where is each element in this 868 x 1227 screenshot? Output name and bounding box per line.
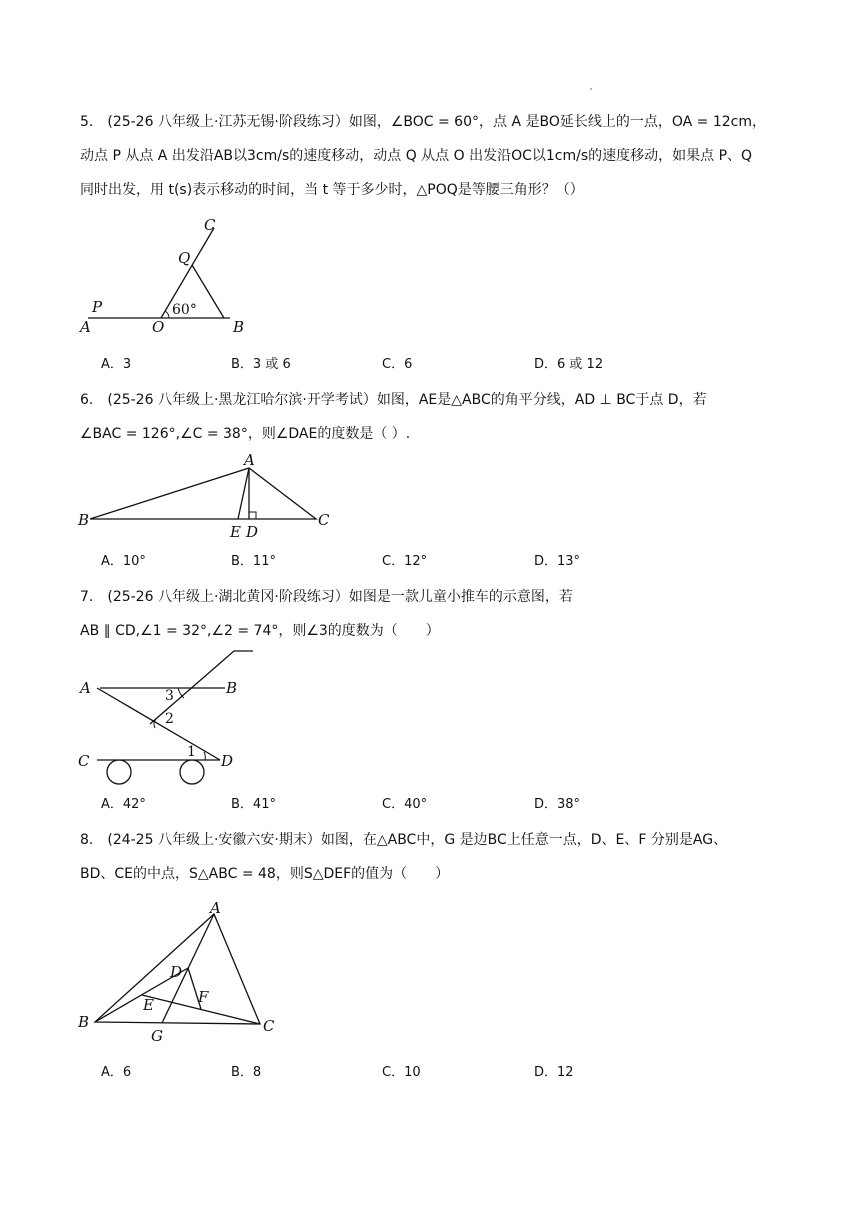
- q6-line-1: 6. (25-26 八年级上·黑龙江哈尔滨·开学考试）如图，AE是△ABC的角平分线，AD ⊥ BC于点 D，若: [80, 392, 707, 408]
- q6-option-b[interactable]: B．11°: [231, 554, 276, 569]
- q6-line-2: ∠BAC = 126°,∠C = 38°，则∠DAE的度数是（ ）.: [80, 426, 411, 442]
- q7-option-a[interactable]: A．42°: [101, 797, 146, 812]
- q5-option-a[interactable]: A．3: [101, 357, 132, 372]
- q5-label-c: C: [204, 216, 216, 234]
- q8-label-b: B: [78, 1013, 90, 1031]
- q5-label-a: A: [80, 318, 91, 336]
- q7-line-2: AB ∥ CD,∠1 = 32°,∠2 = 74°，则∠3的度数为（ ）: [80, 623, 440, 639]
- q5-option-c[interactable]: C．6: [382, 357, 413, 372]
- q7-label-angle-2: 2: [165, 711, 174, 727]
- q6-label-c: C: [318, 511, 330, 529]
- q7-label-d: D: [221, 752, 234, 770]
- q7-label-a: A: [80, 679, 91, 697]
- q5-line-1: 5. (25-26 八年级上·江苏无锡·阶段练习）如图，∠BOC = 60°，点 A 是BO延长线上的一点，OA = 12cm，: [80, 114, 766, 130]
- q8-label-f: F: [198, 988, 209, 1006]
- q7-label-c: C: [78, 752, 90, 770]
- q6-label-b: B: [78, 511, 90, 529]
- q8-label-e: E: [143, 996, 154, 1014]
- q8-label-g: G: [151, 1027, 163, 1045]
- q8-label-a: A: [210, 899, 221, 917]
- q8-option-c[interactable]: C．10: [382, 1065, 421, 1080]
- q7-option-d[interactable]: D．38°: [534, 797, 581, 812]
- q5-line-3: 同时出发，用 t(s)表示移动的时间，当 t 等于多少时，△POQ是等腰三角形？（）: [80, 182, 584, 198]
- q6-option-c[interactable]: C．12°: [382, 554, 428, 569]
- q8-option-a[interactable]: A．6: [101, 1065, 132, 1080]
- q7-label-b: B: [226, 679, 238, 697]
- q8-option-b[interactable]: B．8: [231, 1065, 262, 1080]
- q8-line-2: BD、CE的中点，S△ABC = 48，则S△DEF的值为（ ）: [80, 866, 450, 882]
- q7-option-c[interactable]: C．40°: [382, 797, 428, 812]
- q8-line-1: 8. (24-25 八年级上·安徽六安·期末）如图，在△ABC中，G 是边BC上任意一点，D、E、F 分别是AG、: [80, 832, 728, 848]
- q6-option-d[interactable]: D．13°: [534, 554, 581, 569]
- q7-label-angle-3: 3: [165, 688, 174, 704]
- q5-label-angle: 60°: [172, 302, 197, 318]
- q6-option-a[interactable]: A．10°: [101, 554, 146, 569]
- q8-label-c: C: [263, 1017, 275, 1035]
- q5-option-d[interactable]: D．6 或 12: [534, 357, 604, 372]
- q5-label-b: B: [233, 318, 245, 336]
- q6-label-e: E: [230, 523, 241, 541]
- q5-label-p: P: [92, 298, 103, 316]
- q5-label-o: O: [152, 318, 165, 336]
- q8-label-d: D: [170, 963, 183, 981]
- q8-option-d[interactable]: D．12: [534, 1065, 574, 1080]
- q7-option-b[interactable]: B．41°: [231, 797, 276, 812]
- q5-line-2: 动点 P 从点 A 出发沿AB以3cm/s的速度移动，动点 Q 从点 O 出发沿OC以1cm/s的速度移动，如果点 P、Q: [80, 148, 753, 164]
- q5-option-b[interactable]: B．3 或 6: [231, 357, 291, 372]
- q6-label-a: A: [244, 451, 255, 469]
- q5-label-q: Q: [178, 249, 191, 267]
- q6-label-d: D: [246, 523, 259, 541]
- q7-label-angle-1: 1: [187, 744, 196, 760]
- q7-line-1: 7. (25-26 八年级上·湖北黄冈·阶段练习）如图是一款儿童小推车的示意图，若: [80, 589, 573, 605]
